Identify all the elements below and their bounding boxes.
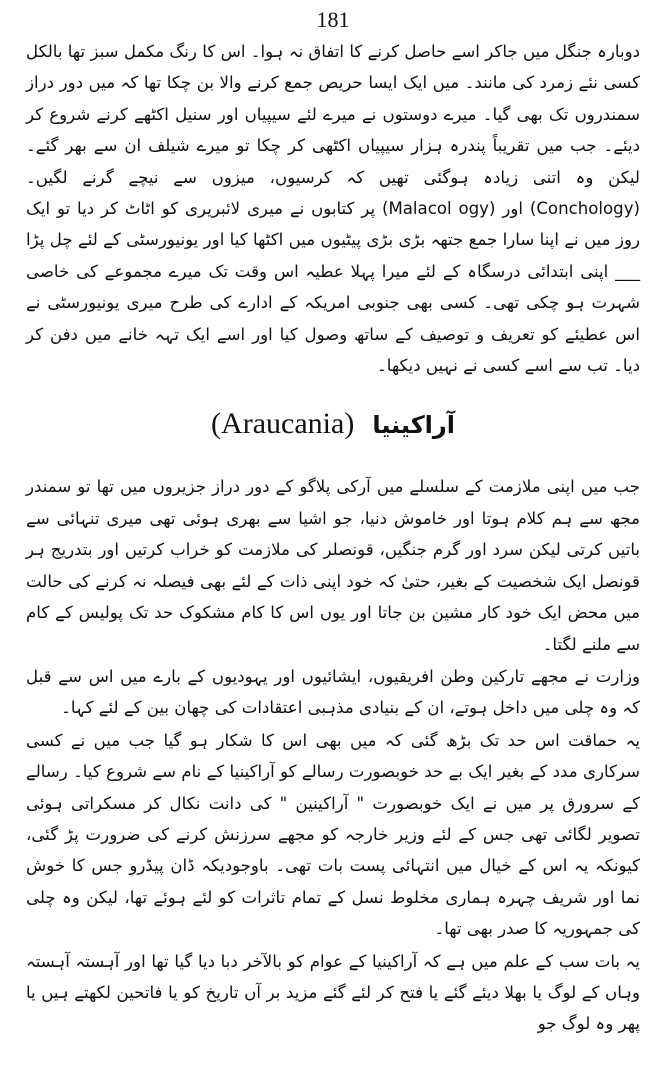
- section-paragraph-3: یہ حماقت اس حد تک بڑھ گئی کہ میں بھی اس کا شکار ہو گیا جب میں نے کسی سرکاری مدد کے بغیر ایک بے حد خوبصورت رسالے کو آراکینیا کے نام سے شروع کیا۔ رسالے کے سرورق پر میں نے ایک خوبصورت " آراکینین " کی دانت نکال کر مسکراتی ہوئی تصویر لگائی تھی جس کے لئے وزیر خارجہ کو مجھے سرزنش کرنے کی ضرورت پڑ گئی، کیونکہ یہ اس کے خیال میں انتہائی پست بات تھی۔ باوجودیکہ ڈان پیڈرو جس کا خوش نما اور شریف چہرہ ہماری مخلوط نسل کے تمام تاثرات کو لئے ہوئے تھا، لیکن وہ چلی کی جمہوریہ کا صدر بھی تھا۔: [26, 730, 640, 939]
- page-number: 181: [316, 7, 350, 32]
- section-title-english: (Araucania): [211, 407, 355, 441]
- section-paragraph-1: جب میں اپنی ملازمت کے سلسلے میں آرکی پلاگو کے دور دراز جزیروں میں تھا تو سمندر مجھ سے ہم کلام ہوتا اور خاموش دنیا، جو اشیا سے بھری ہوئی تھی میری تنہائی سے باتیں کرتی لیکن سرد اور گرم جنگیں، قونصلر کی ملازمت کو خراب کرتیں اور بتدریج ہر قونصل ایک شخصیت کے بغیر، حتیٰ کہ خود اپنی ذات کے لئے بھی فیصلہ نہ کرنے کی حالت میں محض ایک خود کار مشین بن جاتا اور یوں اس کا کام مشکوک حد تک پولیس کے کام سے ملنے لگتا۔: [26, 477, 640, 654]
- section-title-urdu: آراکینیا: [372, 411, 455, 440]
- section-paragraph-4: یہ بات سب کے علم میں ہے کہ آراکینیا کے عوام کو بالآخر دبا دیا گیا تھا اور آہستہ آہستہ وہاں کے لوگ یا بھلا دیئے گئے یا فتح کر لئے گئے مزید بر آں تاریخ کو یا فاتحین لکھتے ہیں یا پھر وہ لوگ جو: [26, 951, 640, 1034]
- section-body: [26, 471, 640, 1039]
- section-heading: [26, 407, 640, 451]
- section-paragraph-2: وزارت نے مجھے تارکین وطن افریقیوں، ایشائیوں اور یہودیوں کے بارے میں اس سے قبل کہ وہ چلی میں داخل ہوتے، ان کے بنیادی مذہبی اعتقادات کی چھان بین کے لئے کہا۔: [26, 666, 640, 718]
- paragraph-top-1: دوبارہ جنگل میں جاکر اسے حاصل کرنے کا اتفاق نہ ہوا۔ اس کا رنگ مکمل سبز تھا بالکل کسی نئے زمرد کی مانند۔ میں ایک ایسا حریص جمع کرنے والا بن چکا تھا کہ میں دور دراز سمندروں تک بھی گیا۔ میرے دوستوں نے میرے لئے سیپیاں اور سنیل اکٹھے کرنے شروع کر دیئے۔ جب میں تقریباً پندرہ ہزار سیپیاں اکٹھی کر چکا تو میرے شیلف ان سے بھر گئے۔ لیکن وہ اتنی زیادہ ہوگئی تھیں کہ کرسیوں، میزوں سے نیچے گرنے لگیں۔ (Conchology) اور (Malacol ogy) پر کتابوں نے میری لائبریری کو اٹاٹ کر دیا تو ایک روز میں نے اپنا سارا جمع جتھہ بڑی بڑی پیٹیوں میں اکٹھا کیا اور یونیورسٹی کے لئے چل پڑا ___ اپنی ابتدائی درسگاہ کے لئے میرا پہلا عطیہ اس وقت تک میرے مجموعے کی خاصی شہرت ہو چکی تھی۔ کسی بھی جنوبی امریکہ کے ادارے کی طرح میری یونیورسٹی نے اس عطیئے کو تعریف و توصیف کے ساتھ وصول کیا اور اسے ایک تہہ خانے میں دفن کر دیا۔ تب سے اسے کسی نے نہیں دیکھا۔: [26, 42, 640, 376]
